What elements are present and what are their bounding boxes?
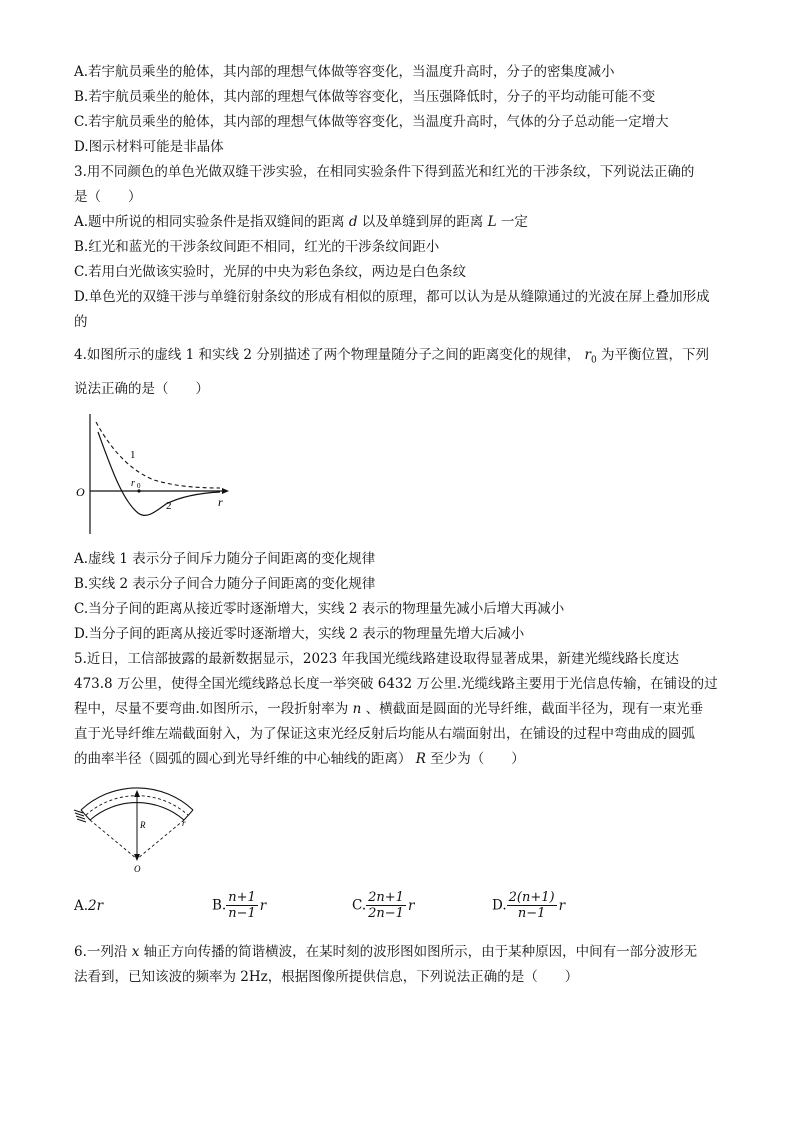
q4-option-b: B.实线 2 表示分子间合力随分子间距离的变化规律 — [74, 576, 376, 592]
q3-option-d-line-2: 的 — [74, 314, 88, 330]
graph-curve-1-label: 1 — [130, 449, 136, 461]
q5-line-2: 473.8 万公里，使得全国光缆线路总长度一举突破 6432 万公里.光缆线路主要用于光信息传输，在铺设的过 — [74, 676, 718, 692]
q3-option-c: C.若用白光做该实验时，光屏的中央为彩色条纹，两边是白色条纹 — [74, 264, 467, 280]
q5-line-5: 的曲率半径（圆弧的圆心到光导纤维的中心轴线的距离） R 至少为（ ） — [74, 751, 525, 767]
q6-line-2: 法看到，已知该波的频率为 2Hz，根据图像所提供信息，下列说法正确的是（ ） — [74, 969, 579, 985]
q5-option-a: A.2r — [74, 898, 104, 914]
q2-option-d: D.图示材料可能是非晶体 — [74, 139, 224, 155]
fiber-center-O-label: O — [134, 864, 141, 874]
q4-stem-line-1: 4.如图所示的虚线 1 和实线 2 分别描述了两个物理量随分子之间的距离变化的规律， $r_0$ 为平衡位置，下列 — [74, 347, 710, 366]
q5-line-4: 直于光导纤维左端截面射入，为了保证这束光经反射后均能从右端面射出，在铺设的过程中弯曲成的圆弧 — [74, 726, 695, 742]
q4-option-a: A.虚线 1 表示分子间斥力随分子间距离的变化规律 — [74, 551, 376, 567]
q4-stem-line-2: 说法正确的是（ ） — [74, 381, 209, 397]
q3-option-a: A.题中所说的相同实验条件是指双缝间的距离 d 以及单缝到屏的距离 L 一定 — [74, 214, 528, 230]
q5-option-c: C. $\frac{2n+1}{2n-1}$ r — [352, 890, 415, 921]
fiber-section-r-label: r — [182, 818, 186, 828]
q5-option-d: D. $\frac{2(n+1)}{n-1}$ r — [492, 890, 566, 921]
q6-line-1: 6.一列沿 x 轴正方向传播的简谐横波，在某时刻的波形图如图所示，由于某种原因，中间有一部分波形无 — [74, 944, 698, 960]
fiber-radius-R-label: R — [140, 820, 146, 830]
q5-line-1: 5.近日，工信部披露的最新数据显示，2023 年我国光缆线路建设取得显著成果，新建光缆线路长度达 — [74, 651, 680, 667]
q4-option-c: C.当分子间的距离从接近零时逐渐增大，实线 2 表示的物理量先减小后增大再减小 — [74, 601, 565, 617]
q2-option-a: A.若宇航员乘坐的舱体，其内部的理想气体做等容变化，当温度升高时，分子的密集度减小 — [74, 64, 615, 80]
molecular-force-graph — [74, 410, 234, 540]
graph-r0-subscript: 0 — [137, 482, 141, 490]
graph-r0-label: r — [131, 478, 135, 489]
graph-curve-2-label: 2 — [166, 500, 172, 512]
q4-option-d: D.当分子间的距离从接近零时逐渐增大，实线 2 表示的物理量先增大后减小 — [74, 626, 525, 642]
q3-stem-line-1: 3.用不同颜色的单色光做双缝干涉实验，在相同实验条件下得到蓝光和红光的干涉条纹，下列说法正确的 — [74, 164, 695, 180]
q3-stem-line-2: 是（ ） — [74, 189, 142, 205]
q3-option-b: B.红光和蓝光的干涉条纹间距不相同，红光的干涉条纹间距小 — [74, 239, 440, 255]
q2-option-c: C.若宇航员乘坐的舱体，其内部的理想气体做等容变化，当温度升高时，气体的分子总动能一定增大 — [74, 114, 669, 130]
q2-option-b: B.若宇航员乘坐的舱体，其内部的理想气体做等容变化，当压强降低时，分子的平均动能可能不变 — [74, 89, 656, 105]
q5-option-b: B. $\frac{n+1}{n-1}$ r — [212, 890, 267, 921]
q5-line-3: 程中，尽量不要弯曲.如图所示，一段折射率为 n 、横截面是圆面的光导纤维，截面半径为，现有一束光垂 — [74, 701, 704, 717]
optical-fiber-diagram — [70, 780, 220, 875]
q3-option-d-line-1: D.单色光的双缝干涉与单缝衍射条纹的形成有相似的原理，都可以认为是从缝隙通过的光波在屏上叠加形成 — [74, 289, 710, 305]
graph-origin-label: O — [76, 485, 85, 499]
graph-r-axis-label: r — [218, 495, 223, 509]
